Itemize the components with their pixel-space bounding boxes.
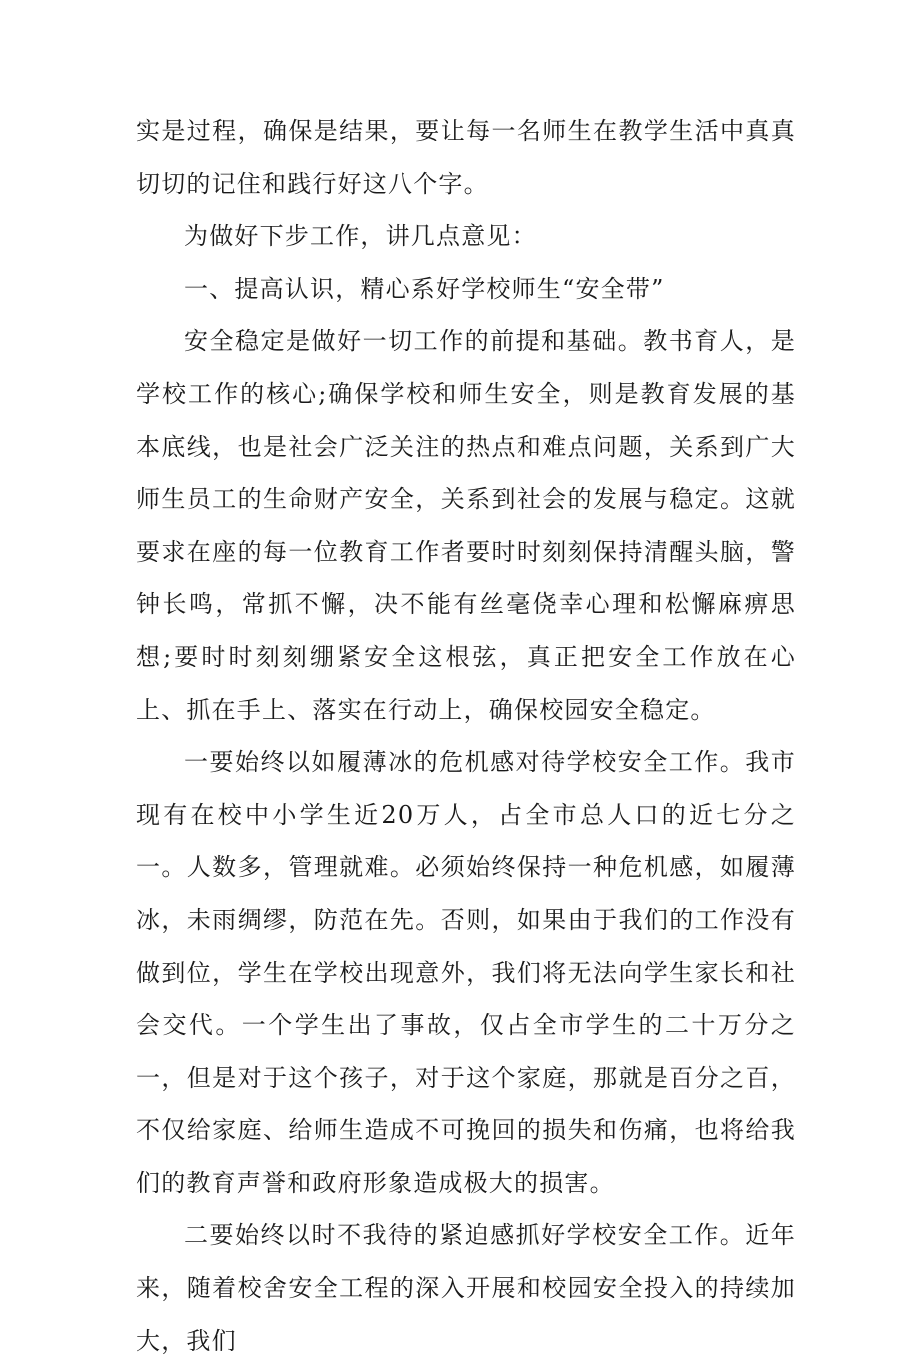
paragraph-text: 实是过程，确保是结果，要让每一名师生在教学生活中真真切切的记住和践行好这八个字。 bbox=[136, 117, 796, 198]
document-body bbox=[136, 105, 796, 1367]
paragraph-text: 二要始终以时不我待的紧迫感抓好学校安全工作。近年来，随着校舍安全工程的深入开展和校园安全投入的持续加大，我们 bbox=[136, 1221, 796, 1355]
paragraph-urgency bbox=[136, 1209, 796, 1367]
paragraph-continuation bbox=[136, 105, 796, 210]
paragraph-text: 安全稳定是做好一切工作的前提和基础。教书育人，是学校工作的核心;确保学校和师生安全，则是教育发展的基本底线，也是社会广泛关注的热点和难点问题，关系到广大师生员工的生命财产安全，关系到社会的发展与稳定。这就要求在座的每一位教育工作者要时时刻刻保持清醒头脑，警钟长鸣，常抓不懈，决不能有丝毫侥幸心理和松懈麻痹思想;要时时刻刻绷紧安全这根弦，真正把安全工作放在心上、抓在手上、落实在行动上，确保校园安全稳定。 bbox=[136, 327, 796, 724]
heading-text: 一、提高认识，精心系好学校师生“安全带” bbox=[184, 274, 665, 303]
paragraph-intro bbox=[136, 210, 796, 263]
paragraph-safety-foundation bbox=[136, 315, 796, 736]
paragraph-text: 为做好下步工作，讲几点意见： bbox=[184, 222, 537, 251]
section-heading bbox=[136, 263, 796, 316]
paragraph-crisis-awareness bbox=[136, 736, 796, 1209]
paragraph-text: 一要始终以如履薄冰的危机感对待学校安全工作。我市现有在校中小学生近20万人，占全市总人口的近七分之一。人数多，管理就难。必须始终保持一种危机感，如履薄冰，未雨绸缪，防范在先。否则，如果由于我们的工作没有做到位，学生在学校出现意外，我们将无法向学生家长和社会交代。一个学生出了事故，仅占全市学生的二十万分之一，但是对于这个孩子，对于这个家庭，那就是百分之百，不仅给家庭、给师生造成不可挽回的损失和伤痛，也将给我们的教育声誉和政府形象造成极大的损害。 bbox=[136, 748, 796, 1197]
